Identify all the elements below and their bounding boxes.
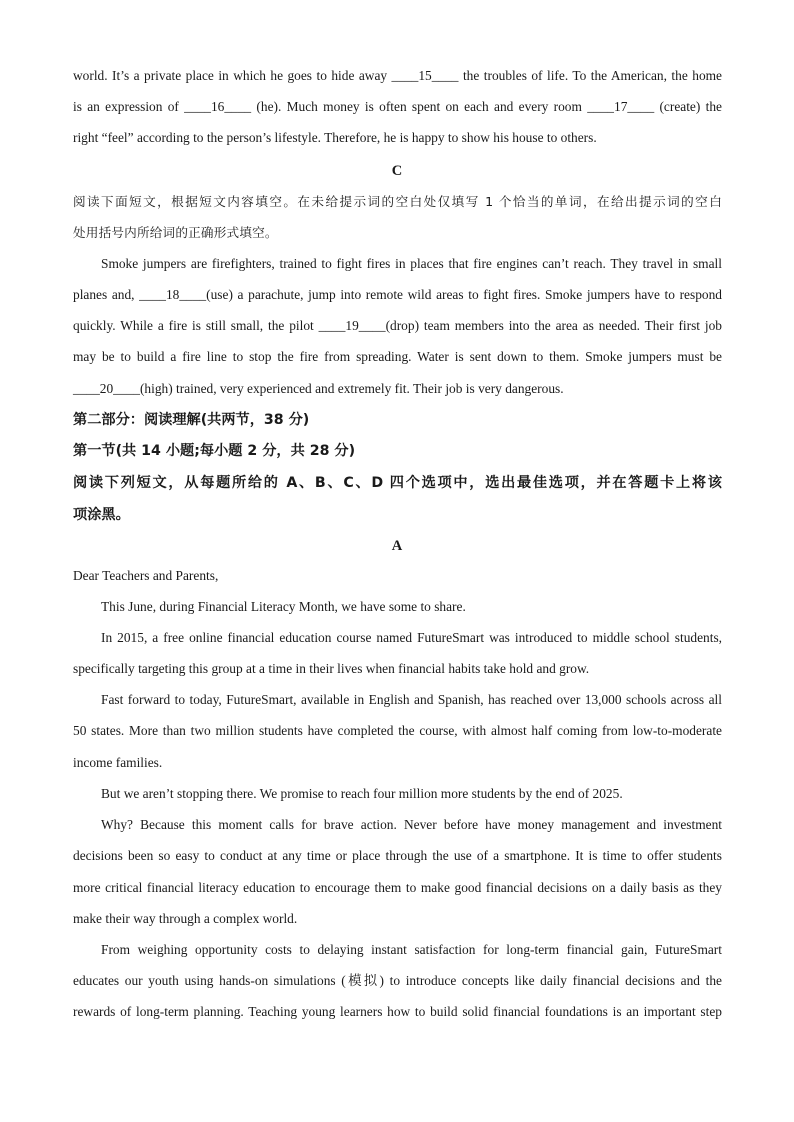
passage-c-line: ____20____(high) trained, very experienced and extremely fit. Their job is very dangerous.: [73, 381, 564, 396]
section-c-instructions: 阅读下面短文，根据短文内容填空。在未给提示词的空白处仅填写 1 个恰当的单词，在给出提示词的空白: [73, 194, 722, 209]
passage-a-line: Fast forward to today, FutureSmart, available in English and Spanish, has reached over 13,000 schools across all: [101, 692, 722, 707]
passage-a-line: In 2015, a free online financial education course named FutureSmart was introduced to middle school students,: [101, 630, 722, 645]
text-line: world. It’s a private place in which he goes to hide away ____15____ the troubles of life. To the American, the home: [73, 68, 722, 83]
passage-a-line: But we aren’t stopping there. We promise to reach four million more students by the end of 2025.: [101, 786, 623, 801]
passage-a-line: Why? Because this moment calls for brave action. Never before have money management and investment: [101, 817, 722, 832]
passage-a-line: specifically targeting this group at a time in their lives when financial habits take hold and grow.: [73, 661, 590, 676]
passage-c-line: quickly. While a fire is still small, the pilot ____19____(drop) team members into the area as needed. Their first job: [73, 318, 722, 333]
passage-c-line: planes and, ____18____(use) a parachute, jump into remote wild areas to fight fires. Smoke jumpers have to respond: [73, 287, 722, 302]
passage-a-line: This June, during Financial Literacy Month, we have some to share.: [101, 599, 466, 614]
passage-a-line: 50 states. More than two million students have completed the course, with almost half coming from low-to-moderate: [73, 723, 722, 738]
letter-greeting: Dear Teachers and Parents,: [73, 568, 219, 583]
passage-a-line: income families.: [73, 755, 163, 770]
section-c-instructions: 处用括号内所给词的正确形式填空。: [73, 225, 278, 240]
part-two-instructions: 项涂黑。: [73, 507, 130, 523]
passage-c-line: Smoke jumpers are firefighters, trained to fight fires in places that fire engines can’t reach. They travel in small: [101, 256, 722, 271]
section-c-title: C: [391, 163, 403, 179]
passage-a-line: educates our youth using hands-on simulations (模拟) to introduce concepts like daily financial decisions and the: [73, 973, 722, 988]
text-line: is an expression of ____16____ (he). Much money is often spent on each and every room ____17____ (create) the: [73, 99, 722, 114]
passage-a-line: From weighing opportunity costs to delaying instant satisfaction for long-term financial gain, FutureSmart: [101, 942, 722, 957]
passage-a-line: decisions been so easy to conduct at any time or place through the use of a smartphone. It is time to offer students: [73, 848, 722, 863]
passage-a-line: make their way through a complex world.: [73, 911, 298, 926]
text-line: right “feel” according to the person’s lifestyle. Therefore, he is happy to show his house to others.: [73, 130, 597, 145]
passage-a-line: more critical financial literacy education to encourage them to make good financial decisions on a daily basis as they: [73, 880, 722, 895]
passage-c-line: may be to build a fire line to stop the fire from spreading. Water is sent down to them. Smoke jumpers must be: [73, 349, 722, 364]
section-one-heading: 第一节(共 14 小题;每小题 2 分，共 28 分): [73, 443, 356, 459]
part-two-instructions: 阅读下列短文，从每题所给的 A、B、C、D 四个选项中，选出最佳选项，并在答题卡上将该: [73, 475, 722, 491]
part-two-heading: 第二部分：阅读理解(共两节，38 分): [73, 412, 310, 428]
passage-a-title: A: [391, 538, 403, 554]
passage-a-line: rewards of long-term planning. Teaching young learners how to build solid financial foundations is an important step: [73, 1004, 722, 1019]
